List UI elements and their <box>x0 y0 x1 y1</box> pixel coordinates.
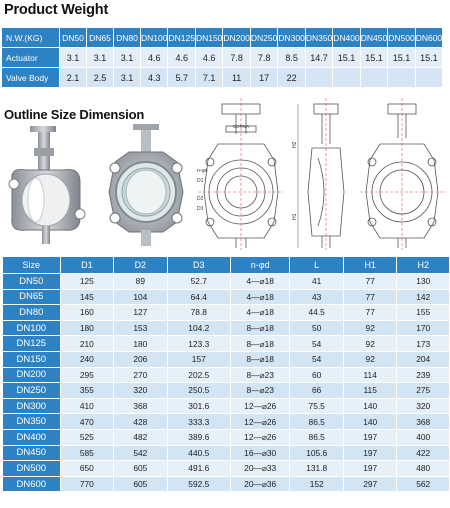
dimension-cell: 562 <box>397 477 449 492</box>
dimension-cell: 8—⌀18 <box>231 321 289 336</box>
dimension-table <box>2 256 450 492</box>
dimension-cell: 140 <box>344 399 396 414</box>
dimension-row <box>3 414 449 429</box>
dimension-cell: 54 <box>290 352 343 367</box>
dimension-header-row <box>3 257 449 273</box>
dimension-cell: 197 <box>344 461 396 476</box>
weight-size-header: DN100 <box>141 28 167 47</box>
weight-row <box>2 48 442 67</box>
dimension-row <box>3 321 449 336</box>
dimension-size-cell: DN150 <box>3 352 60 367</box>
weight-size-header: DN125 <box>168 28 194 47</box>
dimension-cell: 16—⌀30 <box>231 446 289 461</box>
dimension-column-header: D3 <box>168 257 230 273</box>
weight-cell: 17 <box>251 68 277 87</box>
dimension-cell: 470 <box>61 414 113 429</box>
weight-size-header: DN500 <box>388 28 414 47</box>
dimension-row <box>3 383 449 398</box>
dimension-size-cell: DN350 <box>3 414 60 429</box>
dimension-row <box>3 352 449 367</box>
dimension-cell: 145 <box>61 290 113 305</box>
weight-size-header: DN350 <box>306 28 332 47</box>
dimension-cell: 422 <box>397 446 449 461</box>
dimension-cell: 54 <box>290 336 343 351</box>
dimension-cell: 585 <box>61 446 113 461</box>
dimension-row <box>3 399 449 414</box>
dimension-cell: 295 <box>61 368 113 383</box>
dimension-cell: 155 <box>397 305 449 320</box>
dimension-cell: 104.2 <box>168 321 230 336</box>
dimension-cell: 60 <box>290 368 343 383</box>
weight-cell: 3.1 <box>114 68 140 87</box>
dimension-cell: 104 <box>114 290 166 305</box>
weight-size-header: DN200 <box>223 28 249 47</box>
weight-cell: 15.1 <box>416 48 442 67</box>
weight-cell <box>388 68 414 87</box>
dimension-cell: 44.5 <box>290 305 343 320</box>
dimension-cell: 12—⌀26 <box>231 430 289 445</box>
dimension-cell: 320 <box>397 399 449 414</box>
dimension-cell: 368 <box>114 399 166 414</box>
weight-cell: 7.1 <box>196 68 222 87</box>
dimension-cell: 4—⌀18 <box>231 290 289 305</box>
dimension-size-cell: DN500 <box>3 461 60 476</box>
dimension-cell: 92 <box>344 336 396 351</box>
dimension-cell: 297 <box>344 477 396 492</box>
weight-cell <box>361 68 387 87</box>
dimension-cell: 4—⌀18 <box>231 305 289 320</box>
front-view-drawing <box>196 98 284 250</box>
dimension-cell: 270 <box>114 368 166 383</box>
weight-cell: 2.5 <box>87 68 113 87</box>
dimension-cell: 157 <box>168 352 230 367</box>
dimension-cell: 605 <box>114 461 166 476</box>
dimension-cell: 52.7 <box>168 274 230 289</box>
dimension-cell: 20—⌀33 <box>231 461 289 476</box>
weight-size-header: DN600 <box>416 28 442 47</box>
weight-cell: 11 <box>223 68 249 87</box>
dimension-cell: 127 <box>114 305 166 320</box>
dimension-size-cell: DN50 <box>3 274 60 289</box>
weight-size-header: DN300 <box>278 28 304 47</box>
weight-size-header: DN450 <box>361 28 387 47</box>
dimension-cell: 542 <box>114 446 166 461</box>
dimension-cell: 114 <box>344 368 396 383</box>
dimension-cell: 160 <box>61 305 113 320</box>
d2-label: D2 <box>197 196 204 202</box>
dimension-row <box>3 430 449 445</box>
dimension-cell: 301.6 <box>168 399 230 414</box>
dimension-cell: 66 <box>290 383 343 398</box>
dimension-size-cell: DN200 <box>3 368 60 383</box>
dimension-row <box>3 368 449 383</box>
dimension-cell: 131.8 <box>290 461 343 476</box>
dimension-cell: 206 <box>114 352 166 367</box>
dimension-cell: 428 <box>114 414 166 429</box>
dimension-cell: 41 <box>290 274 343 289</box>
dimension-cell: 92 <box>344 321 396 336</box>
dimension-row <box>3 446 449 461</box>
weight-cell: 4.6 <box>168 48 194 67</box>
dimension-column-header: H2 <box>397 257 449 273</box>
dimension-cell: 105.6 <box>290 446 343 461</box>
weight-size-header: DN50 <box>60 28 86 47</box>
dimension-cell: 197 <box>344 430 396 445</box>
weight-size-header: DN80 <box>114 28 140 47</box>
weight-cell: 14.7 <box>306 48 332 67</box>
dimension-cell: 482 <box>114 430 166 445</box>
weight-cell: 8.5 <box>278 48 304 67</box>
product-weight-title: Product Weight <box>4 2 109 18</box>
valve-side-photo <box>2 122 94 250</box>
dimension-cell: 170 <box>397 321 449 336</box>
dimension-size-cell: DN80 <box>3 305 60 320</box>
dimension-cell: 4—⌀18 <box>231 274 289 289</box>
dimension-cell: 605 <box>114 477 166 492</box>
weight-cell: 15.1 <box>333 48 359 67</box>
dimension-cell: 130 <box>397 274 449 289</box>
weight-cell: 4.3 <box>141 68 167 87</box>
weight-cell <box>306 68 332 87</box>
side-view-drawing <box>292 98 354 250</box>
outline-size-title: Outline Size Dimension <box>4 107 145 122</box>
dimension-cell: 410 <box>61 399 113 414</box>
dimension-row <box>3 461 449 476</box>
weight-cell: 7.8 <box>223 48 249 67</box>
dimension-cell: 210 <box>61 336 113 351</box>
dimension-cell: 275 <box>397 383 449 398</box>
dimension-cell: 86.5 <box>290 414 343 429</box>
d3-label: D3 <box>197 206 204 212</box>
dimension-cell: 8—⌀23 <box>231 368 289 383</box>
dimension-cell: 153 <box>114 321 166 336</box>
dimension-cell: 50 <box>290 321 343 336</box>
dimension-cell: 123.3 <box>168 336 230 351</box>
dimension-cell: 440.5 <box>168 446 230 461</box>
dimension-size-cell: DN65 <box>3 290 60 305</box>
back-view-drawing <box>358 98 448 250</box>
dimension-cell: 480 <box>397 461 449 476</box>
weight-size-header: DN250 <box>251 28 277 47</box>
weight-header-row <box>2 28 442 47</box>
weight-header-label: N.W.(KG) <box>2 28 59 47</box>
dimension-cell: 77 <box>344 274 396 289</box>
dimension-column-header: Size <box>3 257 60 273</box>
dimension-row <box>3 477 449 492</box>
dimension-row <box>3 274 449 289</box>
weight-cell: 3.1 <box>87 48 113 67</box>
dimension-row <box>3 290 449 305</box>
weight-cell: 3.1 <box>114 48 140 67</box>
dimension-cell: 180 <box>61 321 113 336</box>
dimension-cell: 92 <box>344 352 396 367</box>
dimension-cell: 250.5 <box>168 383 230 398</box>
dimension-cell: 204 <box>397 352 449 367</box>
dimension-cell: 43 <box>290 290 343 305</box>
weight-size-header: DN400 <box>333 28 359 47</box>
brand-label: CORNA <box>232 124 250 129</box>
h2-label: H2 <box>292 141 298 148</box>
dimension-row <box>3 305 449 320</box>
dimension-cell: 20—⌀36 <box>231 477 289 492</box>
dimension-cell: 64.4 <box>168 290 230 305</box>
dimension-column-header: D1 <box>61 257 113 273</box>
dimension-size-cell: DN450 <box>3 446 60 461</box>
dimension-cell: 152 <box>290 477 343 492</box>
dimension-cell: 650 <box>61 461 113 476</box>
product-weight-table <box>1 27 443 88</box>
weight-size-header: DN65 <box>87 28 113 47</box>
dimension-cell: 355 <box>61 383 113 398</box>
dimension-cell: 173 <box>397 336 449 351</box>
weight-cell: 15.1 <box>388 48 414 67</box>
n-phi-label: n-φd <box>197 168 208 174</box>
dimension-cell: 78.8 <box>168 305 230 320</box>
dimension-cell: 12—⌀26 <box>231 414 289 429</box>
valve-front-photo <box>103 122 189 250</box>
dimension-cell: 197 <box>344 446 396 461</box>
weight-cell: 2.1 <box>60 68 86 87</box>
dimension-size-cell: DN400 <box>3 430 60 445</box>
h1-label: H1 <box>292 213 298 220</box>
weight-row-label: Actuator <box>2 48 59 67</box>
dimension-column-header: D2 <box>114 257 166 273</box>
weight-cell: 7.8 <box>251 48 277 67</box>
dimension-size-cell: DN250 <box>3 383 60 398</box>
dimension-column-header: H1 <box>344 257 396 273</box>
weight-cell: 22 <box>278 68 304 87</box>
weight-cell: 4.6 <box>141 48 167 67</box>
dimension-size-cell: DN100 <box>3 321 60 336</box>
dimension-cell: 491.6 <box>168 461 230 476</box>
dimension-cell: 320 <box>114 383 166 398</box>
dimension-cell: 592.5 <box>168 477 230 492</box>
dimension-cell: 368 <box>397 414 449 429</box>
dimension-column-header: L <box>290 257 343 273</box>
dimension-size-cell: DN125 <box>3 336 60 351</box>
dimension-cell: 8—⌀18 <box>231 352 289 367</box>
dimension-cell: 8—⌀23 <box>231 383 289 398</box>
weight-cell: 3.1 <box>60 48 86 67</box>
dimension-cell: 125 <box>61 274 113 289</box>
dimension-cell: 77 <box>344 290 396 305</box>
dimension-size-cell: DN600 <box>3 477 60 492</box>
dimension-cell: 333.3 <box>168 414 230 429</box>
dimension-cell: 8—⌀18 <box>231 336 289 351</box>
dimension-cell: 525 <box>61 430 113 445</box>
dimension-cell: 202.5 <box>168 368 230 383</box>
dimension-cell: 770 <box>61 477 113 492</box>
dimension-cell: 140 <box>344 414 396 429</box>
weight-cell: 15.1 <box>361 48 387 67</box>
weight-cell <box>416 68 442 87</box>
dimension-cell: 12—⌀26 <box>231 399 289 414</box>
dimension-cell: 240 <box>61 352 113 367</box>
dimension-cell: 89 <box>114 274 166 289</box>
dimension-row <box>3 336 449 351</box>
dimension-cell: 77 <box>344 305 396 320</box>
dimension-cell: 180 <box>114 336 166 351</box>
dimension-cell: 389.6 <box>168 430 230 445</box>
dimension-size-cell: DN300 <box>3 399 60 414</box>
weight-row <box>2 68 442 87</box>
weight-cell: 5.7 <box>168 68 194 87</box>
dimension-column-header: n-φd <box>231 257 289 273</box>
weight-cell: 4.6 <box>196 48 222 67</box>
dimension-cell: 86.5 <box>290 430 343 445</box>
dimension-cell: 75.5 <box>290 399 343 414</box>
weight-size-header: DN150 <box>196 28 222 47</box>
dimension-cell: 400 <box>397 430 449 445</box>
dimension-cell: 115 <box>344 383 396 398</box>
d1-label: D1 <box>197 178 204 184</box>
dimension-cell: 142 <box>397 290 449 305</box>
weight-row-label: Valve Body <box>2 68 59 87</box>
weight-cell <box>333 68 359 87</box>
dimension-cell: 239 <box>397 368 449 383</box>
